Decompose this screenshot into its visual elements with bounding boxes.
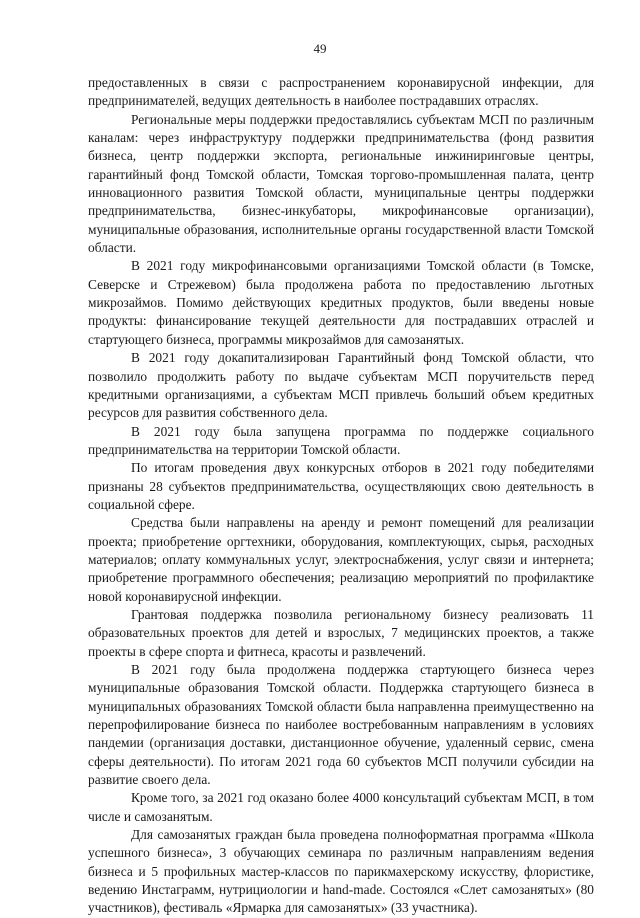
paragraph-self-employed-program: Для самозанятых граждан была проведена полноформатная программа «Школа успешного бизнеса», 3 обучающих семинара по различным направлениям ведения бизнеса и 5 профильных мастер-классов по парикмахерскому искусству, флористике, ведению Инстаграмм, нутрициологии и hand-made. Состоялся «Слет самозанятых» (80 участников), фестиваль «Ярмарка для самозанятых» (33 участника). <box>88 827 594 916</box>
paragraph-regional-support-channels: Региональные меры поддержки предоставлялись субъектам МСП по различным каналам: через инфраструктуру поддержки предпринимательства (фонд развития бизнеса, центр поддержки экспорта, региональные инжиниринговые центры, гарантийный фонд Томской области, Томская торгово-промышленная палата, центр инновационного развития Томской области, муниципальные центры поддержки предпринимательства, бизнес-инкубаторы, микрофинансовые организации), муниципальные образования, исполнительные органы государственной власти Томской области. <box>88 111 594 256</box>
paragraph-competition-results: По итогам проведения двух конкурсных отборов в 2021 году победителями признаны 28 субъектов предпринимательства, осуществляющих свою деятельность в социальной сфере. <box>88 460 594 512</box>
paragraph-startup-support: В 2021 году была продолжена поддержка стартующего бизнеса через муниципальные образования Томской области. Поддержка стартующего бизнеса в муниципальных образованиях Томской области была направленна преимущественно на перепрофилирование бизнеса по наиболее востребованным направлениям в условиях пандемии (организация доставки, дистанционное обучение, удаленный сервис, смена сферы деятельности). По итогам 2021 года 60 субъектов МСП получили субсидии на развитие своего дела. <box>88 662 594 788</box>
paragraph-grant-projects: Грантовая поддержка позволила региональному бизнесу реализовать 11 образовательных проектов для детей и взрослых, 7 медицинских проектов, а также проекты в сфере спорта и фитнеса, красоты и развлечений. <box>88 606 594 659</box>
paragraph-funds-usage: Средства были направлены на аренду и ремонт помещений для реализации проекта; приобретение оргтехники, оборудования, комплектующих, сырья, расходных материалов; оплату коммунальных услуг, электроснабжения, услуг связи и интернета; приобретение программного обеспечения; реализацию мероприятий по профилактике новой коронавирусной инфекции. <box>88 515 594 604</box>
paragraph-consultations: Кроме того, за 2021 год оказано более 4000 консультаций субъектам МСП, в том числе и самозанятым. <box>88 790 594 824</box>
paragraph-microfinance: В 2021 году микрофинансовыми организациями Томской области (в Томске, Северске и Стрежевом) была продолжена работа по предоставлению льготных микрозаймов. Помимо действующих кредитных продуктов, были введены новые продукты: финансирование текущей деятельности для пострадавших отраслей и стартующего бизнеса, программы микрозаймов для самозанятых. <box>88 258 594 347</box>
page-number: 49 <box>313 41 327 56</box>
document-body <box>88 74 594 918</box>
paragraph-continuation: предоставленных в связи с распространением коронавирусной инфекции, для предпринимателей, ведущих деятельность в наиболее пострадавших отраслях. <box>88 75 594 109</box>
paragraph-social-entrepreneurship-program: В 2021 году была запущена программа по поддержке социального предпринимательства на территории Томской области. <box>88 423 594 457</box>
paragraph-guarantee-fund: В 2021 году докапитализирован Гарантийный фонд Томской области, что позволило продолжить работу по выдаче субъектам МСП поручительств перед кредитными организациями, а субъектам МСП привлечь больший объем кредитных ресурсов для развития собственного дела. <box>88 350 594 421</box>
